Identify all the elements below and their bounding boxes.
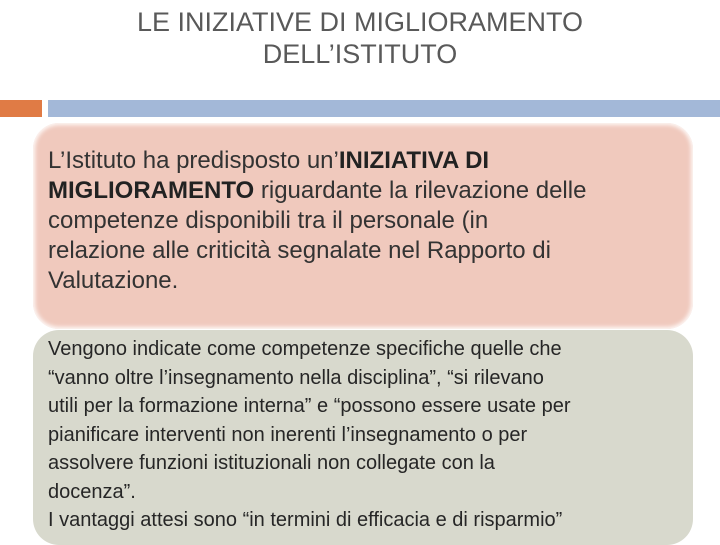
initiative-line-3: competenze disponibili tra il personale (in (48, 207, 489, 234)
accent-bar-orange (0, 100, 42, 117)
initiative-line-2-bold: MIGLIORAMENTO (48, 177, 255, 204)
initiative-line-1-bold: INIZIATIVA DI (338, 147, 490, 174)
competences-line: docenza”. (48, 480, 136, 503)
competences-text (48, 335, 688, 535)
initiative-line-2 (48, 176, 688, 206)
slide-title (0, 6, 720, 70)
competences-line: assolvere funzioni istituzionali non collegate con la (48, 452, 495, 474)
initiative-line-1-text: L’Istituto ha predisposto un’ (48, 147, 339, 174)
initiative-line-1 (48, 146, 688, 176)
initiative-line-4: relazione alle criticità segnalate nel Rapporto di (48, 237, 551, 264)
slide-title-line-2: DELL’ISTITUTO (262, 39, 458, 69)
initiative-line-5: Valutazione. (48, 267, 179, 294)
competences-line: utili per la formazione interna” e “possono essere usate per (48, 395, 571, 417)
competences-line: Vengono indicate come competenze specifiche quelle che (48, 338, 562, 360)
competences-line: I vantaggi attesi sono “in termini di efficacia e di risparmio” (48, 509, 563, 531)
competences-line: pianificare interventi non inerenti l’insegnamento o per (48, 423, 528, 446)
competences-line: “vanno oltre l’insegnamento nella disciplina”, “si rilevano (48, 366, 544, 389)
slide-title-line-1: LE INIZIATIVE DI MIGLIORAMENTO (136, 7, 584, 37)
accent-bar-blue (48, 100, 720, 117)
initiative-text (48, 146, 688, 296)
initiative-line-2-text: riguardante la rilevazione delle (254, 177, 587, 204)
